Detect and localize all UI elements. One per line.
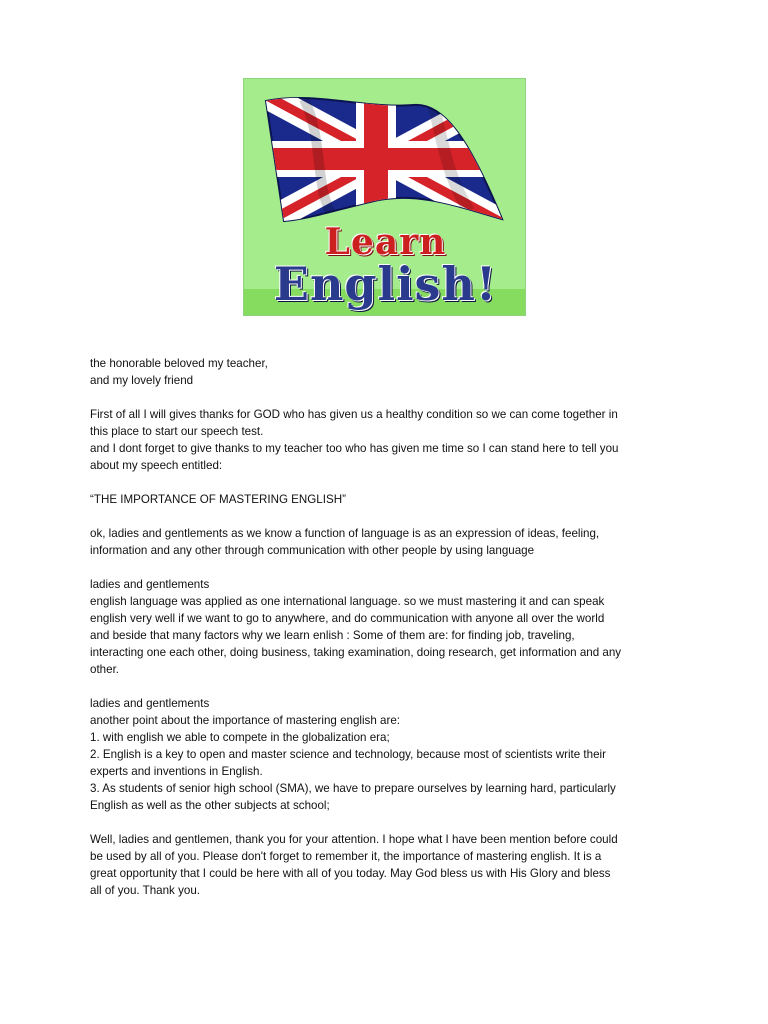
union-jack-flag-icon (244, 79, 526, 229)
text-line: and my lovely friend (90, 374, 194, 387)
text-line: 3. As students of senior high school (SMA), we have to prepare ourselves by learning hard, particularly (90, 782, 616, 795)
text-line: english language was applied as one international language. so we must mastering it and can speak (90, 595, 605, 608)
text-line: 1. with english we able to compete in the globalization era; (90, 731, 390, 744)
speech-text (90, 355, 690, 916)
text-line: english very well if we want to go to anywhere, and do communication with anyone all over the world (90, 612, 605, 625)
paragraph (90, 576, 690, 678)
text-line: and beside that many factors why we learn enlish : Some of them are: for finding job, traveling, (90, 629, 575, 642)
text-line: ladies and gentlements (90, 697, 210, 710)
text-line: all of you. Thank you. (90, 884, 200, 897)
text-line: Well, ladies and gentlemen, thank you for your attention. I hope what I have been mention before could (90, 833, 618, 846)
text-line: ladies and gentlements (90, 578, 210, 591)
banner-learn-text: Learn (324, 221, 447, 263)
text-line: the honorable beloved my teacher, (90, 357, 268, 370)
paragraph (90, 491, 690, 508)
paragraph (90, 695, 690, 814)
text-line: information and any other through communication with other people by using language (90, 544, 535, 557)
text-line: about my speech entitled: (90, 459, 223, 472)
text-line: “THE IMPORTANCE OF MASTERING ENGLISH” (90, 493, 346, 506)
paragraph (90, 355, 690, 389)
text-line: ok, ladies and gentlements as we know a function of language is as an expression of ideas, feeling, (90, 527, 600, 540)
paragraph (90, 406, 690, 474)
text-line: English as well as the other subjects at school; (90, 799, 330, 812)
learn-english-banner (243, 78, 526, 316)
text-line: another point about the importance of mastering english are: (90, 714, 401, 727)
text-line: great opportunity that I could be here with all of you today. May God bless us with His Glory and bless (90, 867, 611, 880)
text-line: be used by all of you. Please don't forget to remember it, the importance of mastering english. It is a (90, 850, 602, 863)
text-line: and I dont forget to give thanks to my teacher too who has given me time so I can stand here to tell you (90, 442, 619, 455)
text-line: this place to start our speech test. (90, 425, 264, 438)
text-line: First of all I will gives thanks for GOD who has given us a healthy condition so we can come together in (90, 408, 618, 421)
paragraph (90, 831, 690, 899)
text-line: 2. English is a key to open and master science and technology, because most of scientists write their (90, 748, 606, 761)
text-line: experts and inventions in English. (90, 765, 263, 778)
text-line: other. (90, 663, 120, 676)
banner-english-text: English! (273, 257, 498, 311)
paragraph (90, 525, 690, 559)
text-line: interacting one each other, doing business, taking examination, doing research, get information and any (90, 646, 622, 659)
